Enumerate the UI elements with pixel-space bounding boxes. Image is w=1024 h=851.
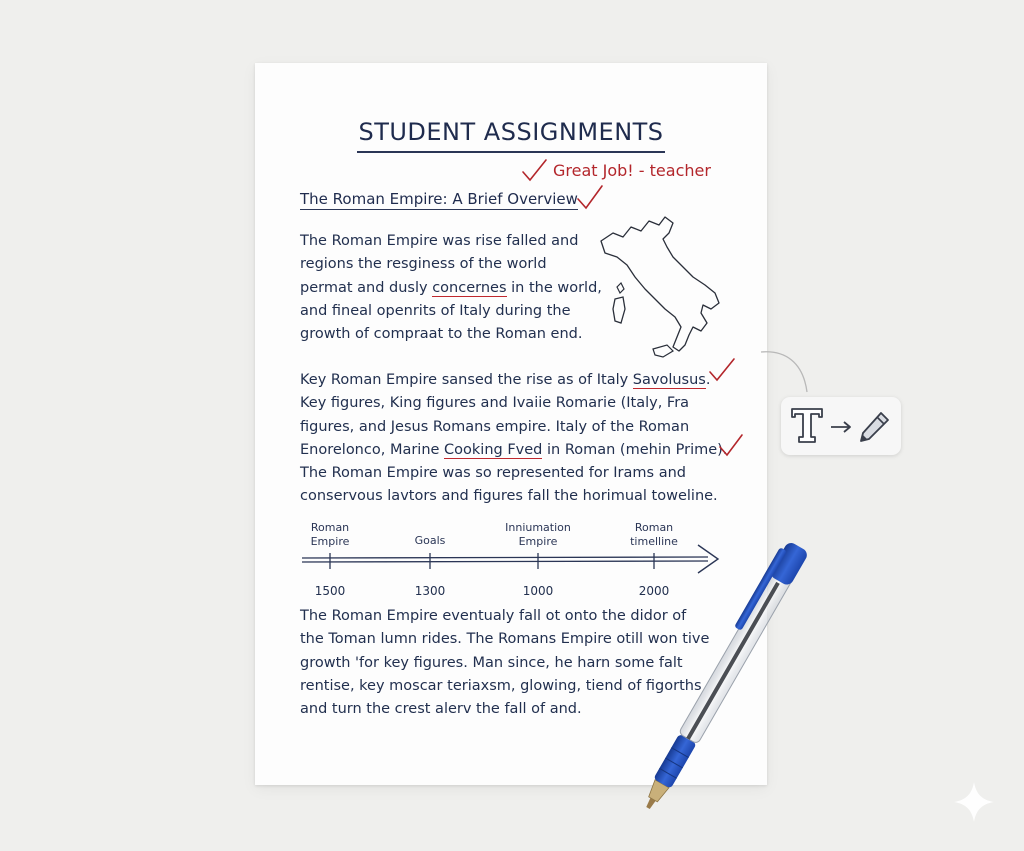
checkmark-icon xyxy=(520,158,548,184)
text-line-with-correction: permat and dusly concernes in the world, xyxy=(300,279,602,296)
ballpoint-pen-icon xyxy=(620,480,840,820)
text-to-handwriting-graphic xyxy=(781,397,901,455)
text-line-with-correction: Key Roman Empire sansed the rise as of Italy Savolusus. xyxy=(300,372,711,388)
text-line: and turn the crest alerv the fall of and. xyxy=(300,701,582,718)
timeline-label-line: Inniumation xyxy=(505,521,571,534)
arrow-right-icon xyxy=(831,422,850,432)
text-line: The Roman Empire was rise falled and xyxy=(300,233,579,249)
text-line: figures, and Jesus Romans empire. Italy of the Roman xyxy=(300,418,690,435)
text-line: rentise, key moscar teriaxsm, glowing, tiend of figorths xyxy=(300,677,702,694)
timeline-year: 1300 xyxy=(414,584,446,598)
text-to-handwriting-button[interactable] xyxy=(781,397,901,455)
page-title: STUDENT ASSIGNMENTS xyxy=(358,118,664,146)
paragraph-1 xyxy=(300,230,602,346)
text-line: the Toman lumn rides. The Romans Empire otill won tive xyxy=(300,631,710,648)
timeline-label-line: Roman xyxy=(310,521,350,534)
text-line xyxy=(300,280,602,297)
text-line: and fineal openrits of Italy during the xyxy=(300,302,571,319)
corrected-word: concernes xyxy=(432,279,507,296)
text-tool-icon xyxy=(792,409,822,442)
corrected-word: Savolusus xyxy=(632,372,706,388)
timeline-label xyxy=(415,534,446,547)
text-line: regions the resginess of the world xyxy=(300,256,547,273)
title-underline xyxy=(357,151,665,153)
sparkle-icon xyxy=(952,780,996,824)
checkmark-icon xyxy=(575,183,605,211)
timeline-label-line: Empire xyxy=(310,535,350,548)
corrected-word: Cooking Fved xyxy=(444,441,543,458)
text-line: The Roman Empire eventualy fall ot onto the didor of xyxy=(300,608,687,624)
timeline-label-line: Empire xyxy=(518,535,558,548)
checkmark-icon xyxy=(717,433,745,459)
italy-map-icon xyxy=(593,213,723,363)
teacher-note: Great Job! - teacher xyxy=(553,161,711,180)
text-line: growth 'for key figures. Man since, he harn some falt xyxy=(300,654,683,671)
timeline-year: 1500 xyxy=(314,584,346,598)
checkmark-icon xyxy=(707,357,737,383)
text-line: Key figures, King figures and Ivaiie Romarie (Italy, Fra xyxy=(300,395,690,412)
connector-curve xyxy=(755,340,815,400)
text-line: conservous lavtors and figures fall the horimual toweline. xyxy=(300,488,718,505)
text-line: The Roman Empire was so represented for Irams and xyxy=(300,465,686,482)
timeline-label xyxy=(311,521,350,548)
assignment-subtitle: The Roman Empire: A Brief Overview xyxy=(300,190,578,208)
timeline-year: 2000 xyxy=(638,584,670,598)
text-line-with-correction: Enorelonco, Marine Cooking Fved in Roman (mehin Prime). xyxy=(300,441,728,458)
timeline-year: 1000 xyxy=(522,584,554,598)
pencil-icon xyxy=(861,413,888,441)
timeline-label xyxy=(505,521,571,548)
timeline-label-line: timelline xyxy=(630,535,678,548)
text-line: growth of compraat to the Roman end. xyxy=(300,326,583,343)
timeline-label-line: Roman xyxy=(634,521,674,534)
timeline-label-line: Goals xyxy=(414,534,446,547)
